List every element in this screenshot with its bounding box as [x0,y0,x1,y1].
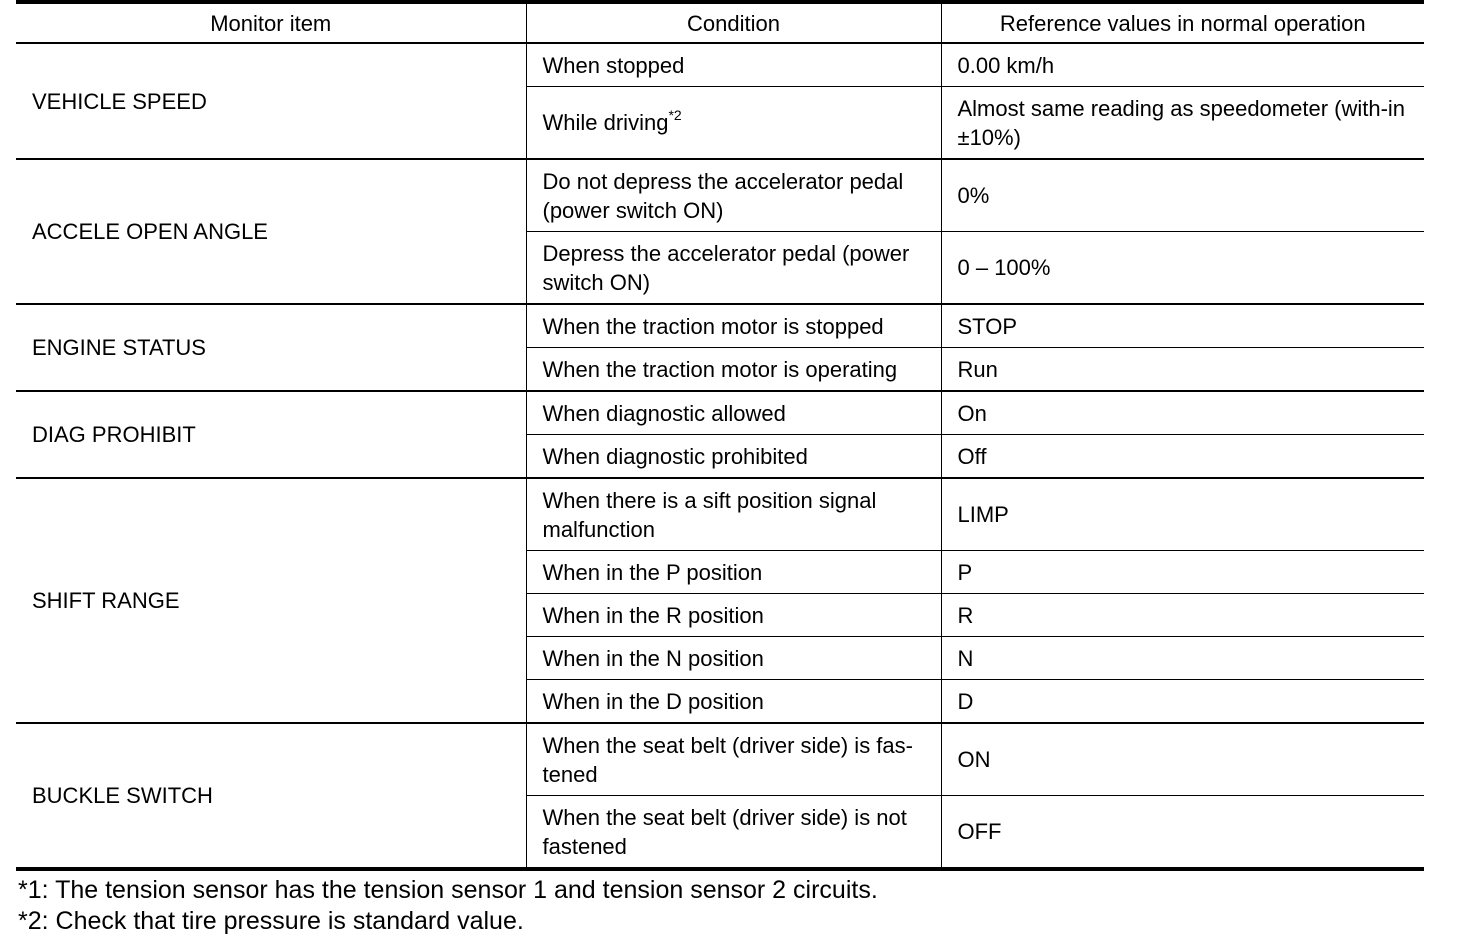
monitor-item-engine-status: ENGINE STATUS [16,304,526,391]
monitor-item-vehicle-speed: VEHICLE SPEED [16,43,526,159]
condition-cell: When the traction motor is operating [526,348,941,392]
header-reference-values: Reference values in normal operation [999,10,1366,36]
header-condition: Condition [526,2,941,43]
condition-cell: When the seat belt (driver side) is fas-tened [526,723,941,796]
condition-cell: When in the N position [526,637,941,680]
condition-cell: When the seat belt (driver side) is not fastened [526,796,941,870]
reference-value-cell: Run [941,348,1424,392]
monitor-reference-table [16,0,1424,871]
table-row [16,391,1424,435]
table-row [16,304,1424,348]
reference-value-cell: 0.00 km/h [957,52,1055,78]
condition-cell: When in the R position [526,594,941,637]
monitor-item-accele-open-angle: ACCELE OPEN ANGLE [16,159,526,304]
table-row [16,478,1424,551]
monitor-item-diag-prohibit: DIAG PROHIBIT [16,391,526,478]
condition-cell: When there is a sift position signal malfunction [526,478,941,551]
reference-value-cell: 0 – 100% [941,232,1424,305]
condition-cell: When diagnostic prohibited [526,435,941,479]
reference-value-cell: Off [941,435,1424,479]
reference-value-cell: ON [941,723,1424,796]
condition-cell: Do not depress the accelerator pedal (power switch ON) [526,159,941,232]
condition-cell: Depress the accelerator pedal (power switch ON) [526,232,941,305]
monitor-item-buckle-switch: BUCKLE SWITCH [16,723,526,869]
header-monitor-item: Monitor item [16,2,526,43]
condition-cell: When in the P position [526,551,941,594]
reference-value-cell: On [941,391,1424,435]
reference-value-cell: R [941,594,1424,637]
reference-value-cell: P [941,551,1424,594]
footnote-1: *1: The tension sensor has the tension sensor 1 and tension sensor 2 circuits. [18,876,878,904]
table-row [16,159,1424,232]
reference-value-cell: STOP [941,304,1424,348]
reference-value-cell: Almost same reading as speedometer (with-in ±10%) [941,87,1424,160]
footnote-ref: *2 [668,106,682,123]
condition-cell: When in the D position [526,680,941,724]
reference-document [16,0,1424,937]
table-row [16,723,1424,796]
condition-text: While driving [542,110,669,135]
reference-value-cell: N [941,637,1424,680]
footnotes [18,875,1424,937]
reference-value-cell: D [941,680,1424,724]
condition-cell [526,87,941,160]
reference-value-cell: OFF [941,796,1424,870]
condition-cell: When the traction motor is stopped [526,304,941,348]
reference-value-cell: LIMP [941,478,1424,551]
footnote-2: *2: Check that tire pressure is standard value. [18,907,524,935]
table-row [16,43,1424,87]
reference-value-cell: 0% [941,159,1424,232]
table-header-row [16,2,1424,43]
condition-cell: When diagnostic allowed [526,391,941,435]
condition-cell: When stopped [526,43,941,87]
monitor-item-shift-range: SHIFT RANGE [16,478,526,723]
